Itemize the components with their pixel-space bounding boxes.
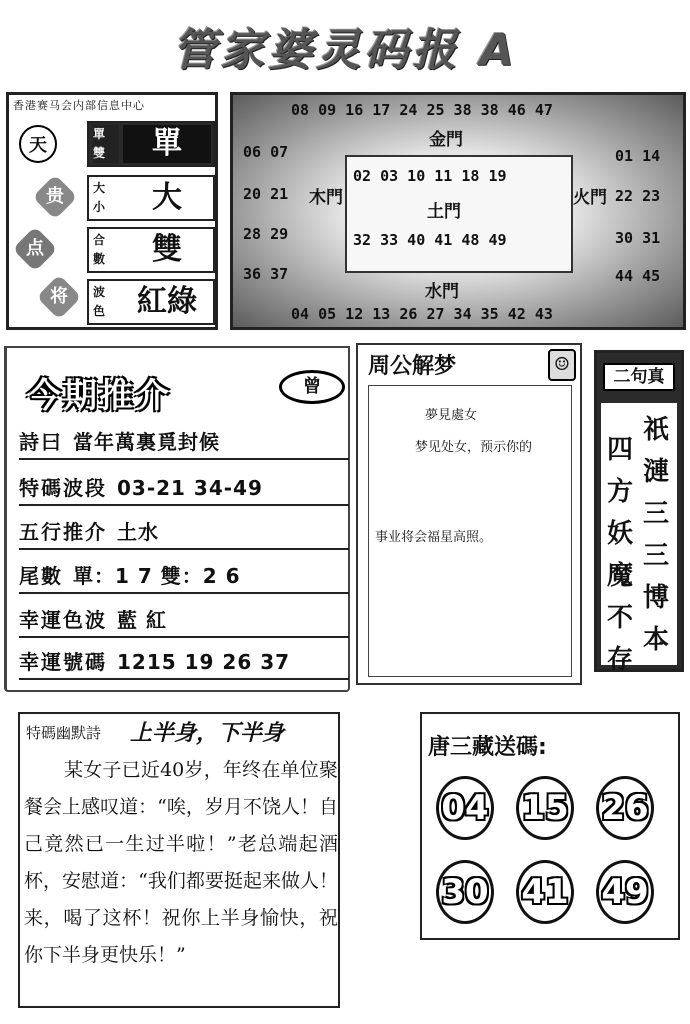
dream-title: 周公解梦 (368, 354, 457, 379)
stat-value: 紅綠 (137, 284, 197, 319)
rec-value: 藍 紅 (117, 608, 167, 632)
wood-gate: 木門 (309, 188, 343, 208)
rec-line-poem (19, 424, 349, 460)
center-bottom-numbers: 32 33 40 41 48 49 (353, 231, 507, 249)
stats-header: 香港赛马会内部信息中心 (13, 99, 145, 112)
left-numbers: 36 37 (243, 265, 289, 283)
dream-subtitle: 夢見處女 (425, 408, 478, 423)
recommend-panel (4, 346, 350, 692)
couplet-char: 三 (642, 499, 669, 529)
dream-line: 事业将会福星高照。 (375, 530, 493, 545)
dream-line: 梦见处女，预示你的 (415, 440, 533, 455)
rec-line-lucky (19, 644, 349, 680)
fire-gate: 火門 (573, 188, 607, 208)
tang-panel (420, 712, 680, 940)
gold-gate: 金門 (429, 130, 463, 150)
water-gate: 水門 (425, 282, 459, 302)
stat-label: 雙 (93, 146, 106, 160)
stat-label: 合 (93, 233, 106, 247)
lucky-number: 49 (596, 860, 654, 924)
couplet-char: 漣 (642, 457, 669, 487)
center-top-numbers: 02 03 10 11 18 19 (353, 167, 507, 185)
rec-value: 單：1 7 雙：2 6 (73, 564, 241, 588)
couplet-char: 方 (606, 477, 633, 507)
badge-icon: 将 (36, 274, 81, 319)
stat-row-odd-even (87, 121, 215, 167)
couplet-left (605, 429, 635, 681)
joke-body: 某女子已近40岁，年终在单位聚餐会上感叹道：“唉，岁月不饶人！自己竟然已一生过半啦！”老总端起酒杯，安慰道：“我们都要挺起来做人！来，喝了这杯！祝你上半身愉快，祝你下半身更快乐！” (24, 759, 338, 966)
stat-row-color (87, 279, 215, 325)
rec-value: 當年萬裏覓封候 (73, 430, 220, 454)
couplet-right (641, 409, 671, 661)
couplet-content (601, 403, 677, 675)
lucky-number: 15 (516, 776, 574, 840)
couplet-title: 二句真 (603, 363, 675, 391)
joke-headline: 上半身，下半身 (130, 721, 285, 746)
rec-line-tail (19, 558, 349, 594)
right-numbers: 44 45 (615, 267, 661, 285)
dream-panel (356, 343, 582, 685)
page-title: 管家婆灵码报 A (172, 25, 518, 76)
badge-icon: 天 (19, 125, 57, 163)
stat-row-big-small (87, 175, 215, 221)
rec-line-element (19, 514, 349, 550)
couplet-char: 四 (606, 435, 633, 465)
left-numbers: 20 21 (243, 185, 289, 203)
couplet-char: 博 (642, 583, 669, 613)
figure-icon: ☺ (548, 349, 576, 381)
couplet-char: 本 (642, 625, 669, 655)
right-numbers: 22 23 (615, 187, 661, 205)
rec-key: 幸運號碼 (19, 650, 107, 674)
joke-label: 特碼幽默詩 (26, 724, 102, 742)
stats-panel (6, 92, 218, 330)
stat-label: 小 (93, 200, 106, 214)
joke-panel (18, 712, 340, 1008)
couplet-char: 不 (606, 603, 633, 633)
dream-content (368, 385, 572, 677)
badge-icon: 点 (12, 226, 57, 271)
right-numbers: 01 14 (615, 147, 661, 165)
rec-key: 詩曰 (19, 430, 63, 454)
couplet-char: 妖 (606, 519, 633, 549)
couplet-char: 存 (606, 645, 633, 675)
rec-line-range (19, 470, 349, 506)
rec-key: 特碼波段 (19, 476, 107, 500)
bottom-numbers: 04 05 12 13 26 27 34 35 42 43 (291, 305, 553, 323)
rec-key: 五行推介 (19, 520, 107, 544)
rec-key: 尾數 (19, 564, 63, 588)
stat-label: 大 (93, 181, 106, 195)
stat-label: 波 (93, 285, 106, 299)
stat-label: 色 (93, 304, 106, 318)
rec-value: 土水 (117, 520, 159, 544)
lucky-number: 04 (436, 776, 494, 840)
stat-label: 單 (93, 127, 106, 141)
rec-line-color (19, 602, 349, 638)
couplet-panel (594, 350, 684, 675)
couplet-char: 魔 (606, 561, 633, 591)
stat-value: 單 (123, 125, 211, 163)
rec-value: 1215 19 26 37 (117, 650, 291, 674)
left-numbers: 06 07 (243, 143, 289, 161)
recommend-title: 今期推介 (27, 376, 171, 416)
tang-title: 唐三藏送碼: (428, 735, 547, 760)
number-grid (230, 92, 686, 330)
lucky-number: 41 (516, 860, 574, 924)
logo-icon: 曾 (279, 370, 345, 404)
rec-key: 幸運色波 (19, 608, 107, 632)
center-box (345, 155, 573, 273)
badge-icon: 贵 (32, 174, 77, 219)
rec-value: 03-21 34-49 (117, 476, 263, 500)
lucky-number: 26 (596, 776, 654, 840)
left-numbers: 28 29 (243, 225, 289, 243)
lucky-number: 30 (436, 860, 494, 924)
stat-value: 大 (152, 180, 182, 215)
couplet-char: 三 (642, 541, 669, 571)
stat-value: 雙 (152, 232, 182, 267)
stat-row-sum (87, 227, 215, 273)
stat-label: 數 (93, 252, 106, 266)
top-numbers: 08 09 16 17 24 25 38 38 46 47 (291, 101, 553, 119)
couplet-char: 祇 (642, 415, 669, 445)
right-numbers: 30 31 (615, 229, 661, 247)
earth-gate: 土門 (427, 202, 461, 222)
